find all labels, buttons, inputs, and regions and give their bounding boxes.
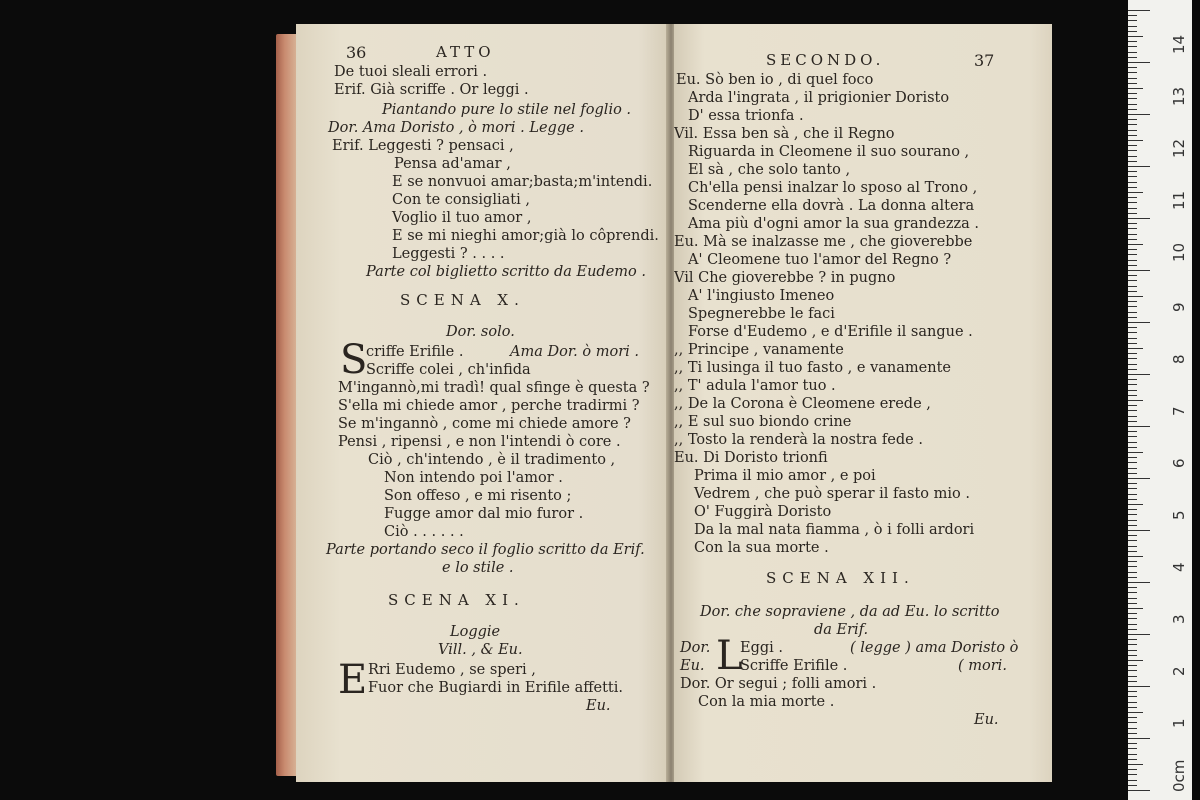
ruler-tick <box>1128 748 1137 749</box>
catchword: Eu. <box>586 698 611 714</box>
scene-title-xii: SCENA XII. <box>766 569 915 587</box>
ruler-tick <box>1128 296 1143 297</box>
ruler-tick <box>1128 509 1137 510</box>
right-page <box>674 24 1052 782</box>
ruler-tick <box>1128 556 1143 557</box>
book-page-edge <box>276 34 298 776</box>
ruler-tick <box>1128 15 1137 16</box>
ruler-tick <box>1128 712 1143 713</box>
ruler-tick <box>1128 525 1137 526</box>
ruler-tick <box>1128 130 1137 131</box>
ruler-tick <box>1128 405 1137 406</box>
text-line: Con te consigliati , <box>392 192 530 208</box>
ruler-tick <box>1128 520 1137 521</box>
text-line: Ch'ella pensi inalzar lo sposo al Trono , <box>688 180 978 196</box>
ruler-tick <box>1128 197 1137 198</box>
ruler-tick <box>1128 410 1137 411</box>
ruler-label: 14 <box>1170 34 1188 54</box>
text-line: Erif. Leggesti ? pensaci , <box>332 138 514 154</box>
ruler-tick <box>1128 634 1150 635</box>
ruler-tick <box>1128 452 1143 453</box>
text-line: Scriffe colei , ch'infida <box>366 362 531 378</box>
ruler-tick <box>1128 10 1150 11</box>
ruler-tick <box>1128 364 1137 365</box>
ruler-tick <box>1128 644 1137 645</box>
ruler-tick <box>1128 72 1137 73</box>
ruler-tick <box>1128 426 1150 427</box>
ruler-tick <box>1128 213 1137 214</box>
ruler-tick <box>1128 291 1137 292</box>
ruler-tick <box>1128 624 1137 625</box>
page-number-left: 36 <box>346 43 367 62</box>
ruler-tick <box>1128 743 1137 744</box>
ruler-tick <box>1128 286 1137 287</box>
ruler-tick <box>1128 431 1137 432</box>
ruler-tick <box>1128 306 1137 307</box>
ruler-tick <box>1128 254 1137 255</box>
ruler-tick <box>1128 457 1137 458</box>
speaker-label: Eu. <box>680 658 705 674</box>
ruler-tick <box>1128 395 1137 396</box>
ruler-tick <box>1128 592 1137 593</box>
ruler-label: 1 <box>1170 718 1188 728</box>
ruler-tick <box>1128 57 1137 58</box>
ruler-label: 2 <box>1170 666 1188 676</box>
text-line: D' essa trionfa . <box>688 108 804 124</box>
ruler-tick <box>1128 566 1137 567</box>
text-line: Dor. Or segui ; folli amori . <box>680 676 877 692</box>
stage-direction: Parte portando seco il foglio scritto da Erif. <box>326 542 645 558</box>
ruler-tick <box>1128 46 1137 47</box>
ruler-tick <box>1128 114 1150 115</box>
text-line: ,, De la Corona è Cleomene erede , <box>674 396 931 412</box>
text-line: Vil. Essa ben sà , che il Regno <box>674 126 895 142</box>
ruler-tick <box>1128 379 1137 380</box>
ruler-tick <box>1128 327 1137 328</box>
ruler-tick <box>1128 483 1137 484</box>
ruler-tick <box>1128 764 1143 765</box>
drop-cap: E <box>338 657 368 703</box>
ruler-tick <box>1128 488 1137 489</box>
ruler-tick <box>1128 119 1137 120</box>
ruler-tick <box>1128 660 1143 661</box>
ruler-tick <box>1128 717 1137 718</box>
text-line: Pensa ad'amar , <box>394 156 511 172</box>
text-line: Con la mia morte . <box>698 694 835 710</box>
stage-direction: da Erif. <box>814 622 869 638</box>
ruler-tick <box>1128 182 1137 183</box>
stage-direction: Dor. che sopraviene , da ad Eu. lo scritto <box>700 604 1000 620</box>
scene-title-xi: SCENA XI. <box>388 591 525 609</box>
ruler-tick <box>1128 551 1137 552</box>
text-line: Erif. Già scriffe . Or leggi . <box>334 82 529 98</box>
ruler-label: 7 <box>1170 406 1188 416</box>
ruler-label: 11 <box>1170 190 1188 210</box>
ruler-tick <box>1128 135 1137 136</box>
ruler-tick <box>1128 52 1137 53</box>
ruler-tick <box>1128 676 1137 677</box>
text-line: Eu. Sò ben io , di quel foco <box>676 72 874 88</box>
drop-cap: S <box>340 337 368 383</box>
ruler-tick <box>1128 98 1137 99</box>
ruler-tick <box>1128 176 1137 177</box>
ruler-tick <box>1128 608 1143 609</box>
ruler-label: 6 <box>1170 458 1188 468</box>
ruler-tick <box>1128 421 1137 422</box>
drop-cap: L <box>716 633 743 679</box>
text-line: Ama Dor. ò mori . <box>510 344 639 360</box>
text-line: Eu. Di Doristo trionfi <box>674 450 828 466</box>
ruler-tick <box>1128 738 1150 739</box>
text-line: Eu. Mà se inalzasse me , che gioverebbe <box>674 234 973 250</box>
ruler-tick <box>1128 561 1137 562</box>
scene-speaker: Dor. solo. <box>446 324 515 340</box>
ruler-tick <box>1128 530 1150 531</box>
ruler-tick <box>1128 494 1137 495</box>
text-line: Con la sua morte . <box>694 540 829 556</box>
ruler-tick <box>1128 416 1137 417</box>
text-line: O' Fuggirà Doristo <box>694 504 832 520</box>
text-line: E se mi nieghi amor;già lo côprendi. <box>392 228 659 244</box>
ruler-tick <box>1128 202 1137 203</box>
ruler-label: 3 <box>1170 614 1188 624</box>
ruler-tick <box>1128 722 1137 723</box>
text-line: Se m'ingannò , come mi chiede amore ? <box>338 416 631 432</box>
ruler-tick <box>1128 156 1137 157</box>
text-line: Scriffe Erifile . <box>740 658 848 674</box>
measuring-ruler <box>1128 0 1192 800</box>
ruler-tick <box>1128 514 1137 515</box>
text-line: Dor. Ama Doristo , ò mori . Legge . <box>328 120 584 136</box>
ruler-tick <box>1128 78 1137 79</box>
text-line: Pensi , ripensi , e non l'intendi ò core . <box>338 434 621 450</box>
ruler-tick <box>1128 707 1137 708</box>
ruler-tick <box>1128 239 1137 240</box>
ruler-tick <box>1128 348 1143 349</box>
ruler-tick <box>1128 26 1137 27</box>
ruler-label: 9 <box>1170 302 1188 312</box>
scene-speakers: Vill. , & Eu. <box>438 642 523 658</box>
ruler-tick <box>1128 332 1137 333</box>
text-line: Spegnerebbe le faci <box>688 306 835 322</box>
ruler-tick <box>1128 104 1137 105</box>
ruler-tick <box>1128 265 1137 266</box>
ruler-tick <box>1128 572 1137 573</box>
ruler-tick <box>1128 733 1137 734</box>
ruler-tick <box>1128 447 1137 448</box>
ruler-tick <box>1128 535 1137 536</box>
ruler-tick <box>1128 218 1150 219</box>
ruler-tick <box>1128 223 1137 224</box>
text-line: S'ella mi chiede amor , perche tradirmi ? <box>338 398 640 414</box>
ruler-tick <box>1128 540 1137 541</box>
ruler-tick <box>1128 785 1137 786</box>
ruler-tick <box>1128 161 1137 162</box>
stage-direction: Parte col biglietto scritto da Eudemo . <box>366 264 646 280</box>
ruler-tick <box>1128 228 1137 229</box>
ruler-tick <box>1128 31 1137 32</box>
ruler-tick <box>1128 790 1150 791</box>
ruler-tick <box>1128 473 1137 474</box>
ruler-tick <box>1128 109 1137 110</box>
text-line: Riguarda in Cleomene il suo sourano , <box>688 144 970 160</box>
ruler-tick <box>1128 275 1137 276</box>
text-line: Non intendo poi l'amor . <box>384 470 563 486</box>
ruler-tick <box>1128 754 1137 755</box>
text-line: Da la mal nata fiamma , ò i folli ardori <box>694 522 975 538</box>
ruler-tick <box>1128 696 1137 697</box>
text-line: Leggesti ? . . . . <box>392 246 505 262</box>
text-line: Son offeso , e mi risento ; <box>384 488 572 504</box>
ruler-tick <box>1128 587 1137 588</box>
ruler-tick <box>1128 780 1137 781</box>
text-line: Ama più d'ogni amor la sua grandezza . <box>688 216 979 232</box>
speaker-label: Dor. <box>680 640 711 656</box>
text-line: A' Cleomene tuo l'amor del Regno ? <box>688 252 952 268</box>
left-page <box>296 24 668 782</box>
catchword: Eu. <box>974 712 999 728</box>
text-line: E se nonvuoi amar;basta;m'intendi. <box>392 174 653 190</box>
ruler-tick <box>1128 187 1137 188</box>
ruler-tick <box>1128 166 1150 167</box>
text-line: A' l'ingiusto Imeneo <box>688 288 835 304</box>
ruler-tick <box>1128 343 1137 344</box>
text-line: ,, Ti lusinga il tuo fasto , e vanamente <box>674 360 951 376</box>
text-line: De tuoi sleali errori . <box>334 64 488 80</box>
ruler-tick <box>1128 338 1137 339</box>
text-line: Forse d'Eudemo , e d'Erifile il sangue . <box>688 324 973 340</box>
text-line: M'ingannò,mi tradì! qual sfinge è questa ? <box>338 380 650 396</box>
ruler-tick <box>1128 374 1150 375</box>
text-line: ,, E sul suo biondo crine <box>674 414 852 430</box>
ruler-tick <box>1128 613 1137 614</box>
ruler-tick <box>1128 171 1137 172</box>
ruler-tick <box>1128 759 1137 760</box>
ruler-tick <box>1128 67 1137 68</box>
text-line: Vedrem , che può sperar il fasto mio . <box>694 486 970 502</box>
stage-direction: ( mori. <box>958 658 1007 674</box>
ruler-tick <box>1128 369 1137 370</box>
text-line: Arda l'ingrata , il prigionier Doristo <box>688 90 950 106</box>
text-line: Ciò . . . . . . <box>384 524 464 540</box>
ruler-tick <box>1128 270 1150 271</box>
stage-direction: ( legge ) ama Doristo ò <box>850 640 1019 656</box>
ruler-label: 0cm <box>1170 759 1188 792</box>
text-line: Voglio il tuo amor , <box>392 210 532 226</box>
ruler-tick <box>1128 390 1137 391</box>
text-line: Eggi . <box>740 640 784 656</box>
ruler-tick <box>1128 150 1137 151</box>
ruler-label: 5 <box>1170 510 1188 520</box>
ruler-tick <box>1128 140 1143 141</box>
ruler-tick <box>1128 88 1143 89</box>
text-line: ,, Tosto la renderà la nostra fede . <box>674 432 923 448</box>
ruler-tick <box>1128 728 1137 729</box>
ruler-tick <box>1128 322 1150 323</box>
ruler-tick <box>1128 317 1137 318</box>
ruler-tick <box>1128 478 1150 479</box>
ruler-tick <box>1128 260 1137 261</box>
ruler-tick <box>1128 629 1137 630</box>
stage-direction: Piantando pure lo stile nel foglio . <box>382 102 632 118</box>
ruler-tick <box>1128 468 1137 469</box>
ruler-tick <box>1128 358 1137 359</box>
ruler-tick <box>1128 618 1137 619</box>
ruler-tick <box>1128 546 1137 547</box>
text-line: Vil Che gioverebbe ? in pugno <box>674 270 896 286</box>
ruler-label: 13 <box>1170 86 1188 106</box>
ruler-tick <box>1128 124 1137 125</box>
ruler-tick <box>1128 686 1150 687</box>
ruler-tick <box>1128 655 1137 656</box>
ruler-tick <box>1128 145 1137 146</box>
ruler-tick <box>1128 665 1137 666</box>
text-line: ,, Principe , vanamente <box>674 342 844 358</box>
ruler-tick <box>1128 577 1137 578</box>
ruler-tick <box>1128 400 1143 401</box>
text-line: El sà , che solo tanto , <box>688 162 851 178</box>
ruler-tick <box>1128 462 1137 463</box>
text-line: ,, T' adula l'amor tuo . <box>674 378 836 394</box>
ruler-label: 12 <box>1170 138 1188 158</box>
ruler-tick <box>1128 312 1137 313</box>
ruler-tick <box>1128 244 1143 245</box>
ruler-tick <box>1128 384 1137 385</box>
text-line: Ciò , ch'intendo , è il tradimento , <box>368 452 616 468</box>
ruler-tick <box>1128 249 1137 250</box>
ruler-tick <box>1128 598 1137 599</box>
ruler-tick <box>1128 280 1137 281</box>
ruler-tick <box>1128 192 1143 193</box>
ruler-tick <box>1128 436 1137 437</box>
text-line: Prima il mio amor , e poi <box>694 468 876 484</box>
text-line: criffe Erifile . <box>366 344 464 360</box>
text-line: Scenderne ella dovrà . La donna altera <box>688 198 975 214</box>
ruler-tick <box>1128 639 1137 640</box>
ruler-tick <box>1128 702 1137 703</box>
ruler-tick <box>1128 301 1137 302</box>
scene-setting: Loggie <box>450 624 501 640</box>
ruler-tick <box>1128 208 1137 209</box>
ruler-label: 10 <box>1170 242 1188 262</box>
ruler-tick <box>1128 41 1137 42</box>
ruler-tick <box>1128 603 1137 604</box>
ruler-tick <box>1128 681 1137 682</box>
ruler-tick <box>1128 670 1137 671</box>
text-line: Fuor che Bugiardi in Erifile affetti. <box>368 680 624 696</box>
ruler-tick <box>1128 83 1137 84</box>
running-head-left: ATTO <box>436 43 495 61</box>
stage-direction: e lo stile . <box>442 560 514 576</box>
ruler-tick <box>1128 36 1143 37</box>
ruler-tick <box>1128 504 1143 505</box>
ruler-tick <box>1128 20 1137 21</box>
ruler-tick <box>1128 62 1150 63</box>
ruler-label: 8 <box>1170 354 1188 364</box>
running-head-right: SECONDO. <box>766 51 885 69</box>
ruler-label: 4 <box>1170 562 1188 572</box>
ruler-tick <box>1128 353 1137 354</box>
ruler-tick <box>1128 499 1137 500</box>
ruler-tick <box>1128 442 1137 443</box>
ruler-tick <box>1128 691 1137 692</box>
ruler-tick <box>1128 774 1137 775</box>
text-line: Rri Eudemo , se speri , <box>368 662 536 678</box>
text-line: Fugge amor dal mio furor . <box>384 506 584 522</box>
ruler-tick <box>1128 93 1137 94</box>
page-number-right: 37 <box>974 51 995 70</box>
ruler-tick <box>1128 234 1137 235</box>
ruler-tick <box>1128 769 1137 770</box>
scene-title-x: SCENA X. <box>400 291 525 309</box>
ruler-tick <box>1128 650 1137 651</box>
ruler-tick <box>1128 582 1150 583</box>
